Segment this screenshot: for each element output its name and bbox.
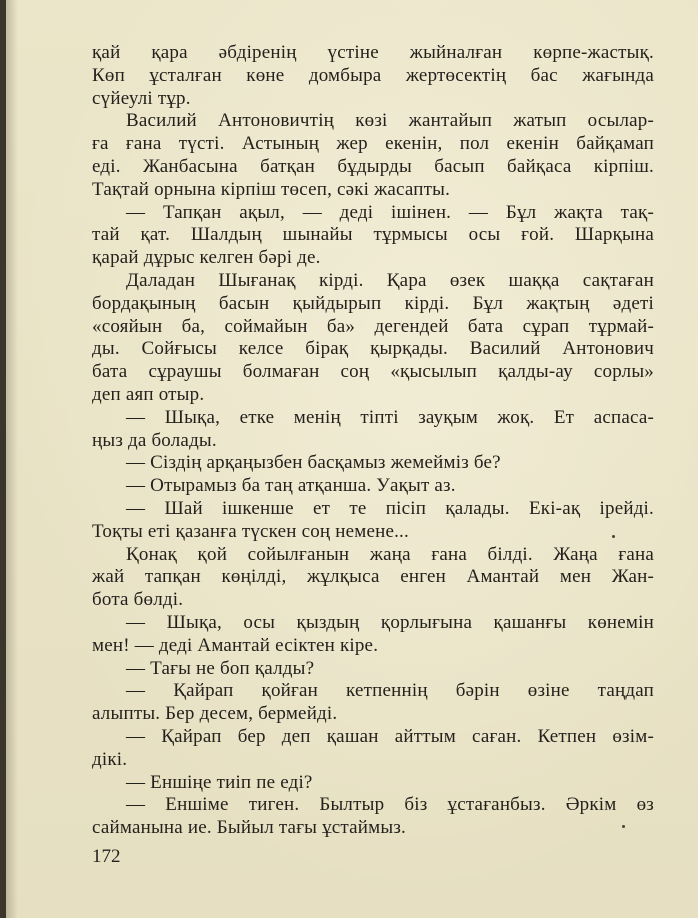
text-line: — Еншіңе тиіп пе еді?	[126, 771, 313, 793]
text-line: еді. Жанбасына батқан бұдырды басып байқаса кірпіш.	[92, 155, 654, 177]
text-line: ды. Сойғысы келсе бірақ қырқады. Василий Антонович	[92, 338, 654, 360]
text-line: — Отырамыз ба таң атқанша. Уақыт аз.	[126, 475, 456, 497]
text-line: тай қат. Шалдың шынайы тұрмысы осы ғой. Шарқына	[92, 224, 654, 246]
text-line: жай тапқан көңілді, жұлқыса енген Амантай мен Жан-	[92, 566, 654, 588]
text-line: — Қайрап қойған кетпеннің бәрін өзіне таңдап	[126, 680, 654, 702]
text-line: — Шықа, осы қыздың қорлығына қашанғы көнемін	[126, 611, 654, 633]
text-line: ңыз да болады.	[92, 429, 217, 451]
text-line: — Сіздің арқаңызбен басқамыз жемейміз бе?	[126, 452, 501, 474]
text-line: бата сұраушы болмаған соң «қысылып қалды-ау сорлы»	[92, 361, 654, 383]
text-line: — Тапқан ақыл, — деді ішінен. — Бұл жақта тақ-	[126, 201, 654, 223]
text-line: Тоқты еті қазанға түскен соң немене...	[92, 520, 409, 542]
page-number: 172	[92, 846, 121, 867]
text-line: бордақының басын қыйдырып кірді. Бұл жақтың әдеті	[92, 292, 654, 314]
text-line: қай қара әбдіренің үстіне жыйналған көрпе-жастық.	[92, 42, 654, 63]
text-line: Қонақ қой сойылғанын жаңа ғана білді. Жаңа ғана	[126, 543, 654, 565]
text-line: Василий Антоновичтің көзі жантайып жатып осылар-	[126, 110, 654, 132]
page-edge	[0, 0, 6, 918]
body-text	[92, 42, 654, 840]
text-line: Тақтай орнына кірпіш төсеп, сәкі жасапты.	[92, 178, 451, 200]
text-line: сүйеулі тұр.	[92, 87, 191, 109]
text-line: — Шықа, етке менің тіпті зауқым жоқ. Ет аспаса-	[126, 406, 654, 428]
text-line: мен! — деді Амантай есіктен кіре.	[92, 634, 379, 656]
text-line: — Еншіме тиген. Былтыр біз ұстағанбыз. Әркім өз	[126, 794, 654, 816]
text-line: «сояйын ба, соймайын ба» дегендей бата сұрап тұрмай-	[92, 315, 654, 337]
text-line: бота бөлді.	[92, 589, 184, 611]
text-line: Даладан Шығанақ кірді. Қара өзек шаққа сақтаған	[126, 269, 654, 291]
text-line: — Шай ішкенше ет те пісіп қалады. Екі-ақ ірейді.	[126, 497, 654, 519]
print-speck	[612, 535, 615, 538]
text-line: — Тағы не боп қалды?	[126, 657, 315, 679]
text-line: дікі.	[92, 748, 128, 770]
text-line: қарай дұрыс келген бәрі де.	[92, 247, 321, 269]
text-line: ға ғана түсті. Астының жер екенін, пол екенін байқамап	[92, 133, 654, 155]
text-line: сайманына ие. Быйыл тағы ұстаймыз.	[92, 817, 407, 839]
text-line: алыпты. Бер десем, бермейді.	[92, 703, 338, 725]
text-line: Көп ұсталған көне домбыра жертөсектің бас жағында	[92, 64, 654, 86]
text-line: деп аяп отыр.	[92, 383, 205, 405]
text-line: — Қайрап бер деп қашан айттым саған. Кетпен өзім-	[126, 725, 654, 747]
print-speck	[622, 825, 625, 828]
